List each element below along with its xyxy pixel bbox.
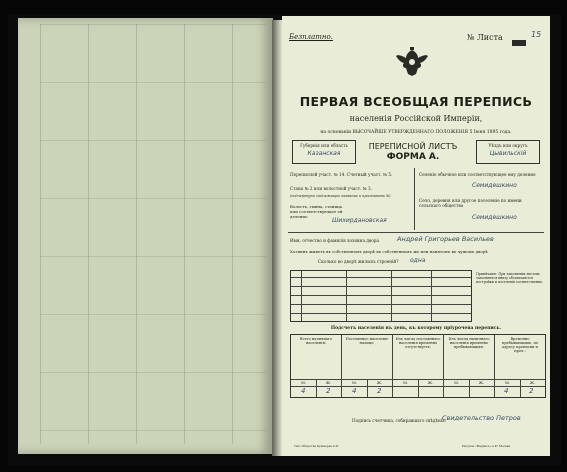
footer-printer: Тип. Общества Кушнерев и К° <box>294 444 340 448</box>
table-header-registered: Временно пребывающихъ, по адресу прописки и проч.: <box>501 337 539 353</box>
district-note: (подчеркнуть надлежащее название и проставить №) <box>290 194 391 198</box>
form-letter: ФОРМА А. <box>386 152 440 162</box>
province-label: Губернія или область <box>300 143 348 148</box>
list-title-block <box>364 142 462 162</box>
mf-label: М. <box>352 381 357 385</box>
residence-label: Хозяинъ живетъ въ собственномъ дворѣ въ собственномъ же или нанятомъ въ чужомъ дворѣ <box>290 249 488 254</box>
book-spine <box>272 20 282 456</box>
footer-note: Рисунок «Надпись» в К° Москва <box>462 444 511 448</box>
count-table-title: Подсчетъ населенія въ день, къ которому пріурочена перепись. <box>330 326 502 331</box>
form-title: ПЕРВАЯ ВСЕОБЩАЯ ПЕРЕПИСЬ <box>299 94 533 109</box>
left-page-grid <box>40 24 266 444</box>
mf-label: М. <box>454 381 459 385</box>
count-total-m: 4 <box>301 387 306 395</box>
buildings-label: Сколько во дворѣ жилыхъ строеній? <box>318 259 399 264</box>
mf-label: Ж. <box>427 381 434 385</box>
province-box <box>292 140 356 164</box>
sheet-number-label: № Листа <box>467 33 503 42</box>
census-form-page <box>282 16 550 456</box>
settlement-label: Селеніе обычное или соответствующее ему деление <box>419 172 536 177</box>
owner-value: Андрей Григорьев Васильев <box>397 235 494 243</box>
buildings-value: одна <box>410 257 426 264</box>
police-district-field: Стана № 2 или волостной участ. № 3. <box>290 186 372 191</box>
settlement-value: Семидешкино <box>472 182 517 189</box>
decree-line: на основаніи ВЫСОЧАЙШЕ УТВЕРЖДЕННАГО ПОЛОЖЕНІЯ 5 Іюня 1895 года. <box>320 130 512 135</box>
village-value: Шихирдановская <box>332 217 387 224</box>
mf-label: Ж. <box>478 381 485 385</box>
community-value: Семидешкино <box>472 214 517 221</box>
signature-value: Свидетельство Петров <box>442 414 521 422</box>
form-subtitle: населенія Россійской Имперіи, <box>349 114 483 123</box>
count-permanent-f: 2 <box>377 387 382 395</box>
village-label: Волость, гмина, станица или соответствующее ей деление <box>290 204 343 219</box>
mf-label: Ж. <box>529 381 536 385</box>
owner-label: Имя, отчество и фамилія хозяина двора <box>290 238 379 243</box>
section-rule <box>288 232 544 233</box>
count-total-f: 2 <box>326 387 331 395</box>
sheet-number-stamp <box>512 40 526 46</box>
census-district-field: Переписной участ. № 14. Счетный участ. № 5. <box>290 172 393 177</box>
buildings-grid <box>290 270 472 322</box>
table-header-temporary: Изъ числа наличнаго населенія временно пребывающихъ: <box>448 337 490 349</box>
table-header-permanent: Постоянное населеніе налицо: <box>345 337 389 345</box>
count-registered-f: 2 <box>529 387 534 395</box>
list-title: ПЕРЕПИСНОЙ ЛИСТЪ <box>368 142 458 151</box>
free-label: Безплатно. <box>289 33 333 41</box>
count-permanent-m: 4 <box>352 387 357 395</box>
province-value: Казанская <box>307 150 341 157</box>
count-registered-m: 4 <box>504 387 509 395</box>
signature-label: Подпись счетчика, собиравшаго свѣдѣнія: <box>352 418 447 423</box>
mf-label: М. <box>403 381 408 385</box>
mf-label: Ж. <box>376 381 383 385</box>
population-count-table <box>290 334 546 398</box>
county-label: Уѣздъ или округъ <box>488 143 528 148</box>
table-header-total: Всего наличнаго населенія: <box>299 337 333 345</box>
county-value: Цывильскій <box>489 150 527 157</box>
community-label: Село, деревня или другое поселеніе по имени сельскаго общества <box>419 198 522 208</box>
county-box <box>476 140 540 164</box>
side-note: Примѣчаніе. При заполненіи листовъ заполняется внизу обозначаются постройки и поселенія соответственно. <box>476 272 543 284</box>
imperial-eagle-icon <box>394 46 430 78</box>
mf-label: М. <box>505 381 510 385</box>
page-number: 15 <box>531 30 542 39</box>
table-header-absent: Изъ числа постояннаго населенія временно отсутствуетъ: <box>395 337 441 349</box>
mf-label: Ж. <box>325 381 332 385</box>
left-page <box>18 18 273 454</box>
mf-label: М. <box>301 381 306 385</box>
column-divider <box>414 168 415 230</box>
